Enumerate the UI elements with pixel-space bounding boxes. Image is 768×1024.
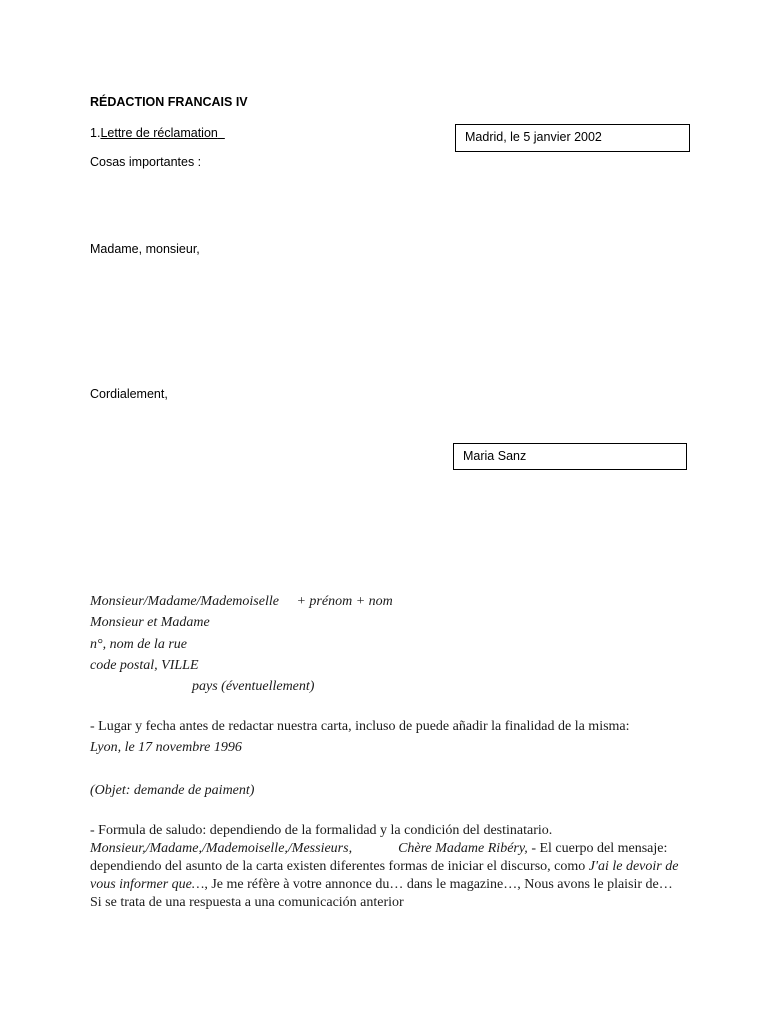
section-title: Lettre de réclamation bbox=[100, 126, 218, 140]
note-lugar: - Lugar y fecha antes de redactar nuestra carta, incluso de puede añadir la finalidad de la misma: bbox=[90, 719, 630, 734]
formula-text-1: - Formula de saludo: dependiendo de la formalidad y la condición del destinatario. bbox=[90, 823, 553, 838]
note-lugar-example: Lyon, le 17 novembre 1996 bbox=[90, 740, 242, 755]
salutation: Madame, monsieur, bbox=[90, 242, 200, 256]
section-number: 1. bbox=[90, 126, 101, 140]
note-formula-paragraph bbox=[90, 822, 680, 912]
address-title-options: Monsieur/Madame/Mademoiselle bbox=[90, 594, 279, 609]
formula-example-2: Chère Madame Ribéry, bbox=[398, 841, 528, 856]
address-line-4: code postal, VILLE bbox=[90, 658, 199, 673]
address-line-3: n°, nom de la rue bbox=[90, 637, 187, 652]
place-date-text: Madrid, le 5 janvier 2002 bbox=[465, 130, 602, 144]
signature-text: Maria Sanz bbox=[463, 449, 527, 463]
important-things-label: Cosas importantes : bbox=[90, 155, 202, 169]
address-line-1 bbox=[90, 594, 393, 610]
formula-text-2: - El cuerpo del mensaje: dependiendo del asunto de la carta existen diferentes formas de iniciar el discurso, como bbox=[90, 841, 668, 874]
section-heading bbox=[90, 126, 225, 140]
closing: Cordialement, bbox=[90, 387, 168, 401]
formula-example-1: Monsieur,/Madame,/Mademoiselle,/Messieurs, bbox=[90, 841, 353, 856]
signature-box bbox=[453, 443, 687, 470]
place-date-box bbox=[455, 124, 690, 152]
note-objet: (Objet: demande de paiment) bbox=[90, 783, 255, 798]
address-name-formula: + prénom + nom bbox=[296, 594, 393, 609]
formula-text-3: , Je me réfère à votre annonce du… dans le magazine…, Nous avons le plaisir de… Si se trata de una respuesta a una comunicación anterior bbox=[90, 877, 673, 910]
address-line-5: pays (éventuellement) bbox=[192, 679, 315, 694]
formula-example-3: J'ai le devoir de vous informer que… bbox=[90, 859, 679, 892]
address-line-2: Monsieur et Madame bbox=[90, 615, 210, 630]
document-title: RÉDACTION FRANCAIS IV bbox=[90, 95, 248, 109]
